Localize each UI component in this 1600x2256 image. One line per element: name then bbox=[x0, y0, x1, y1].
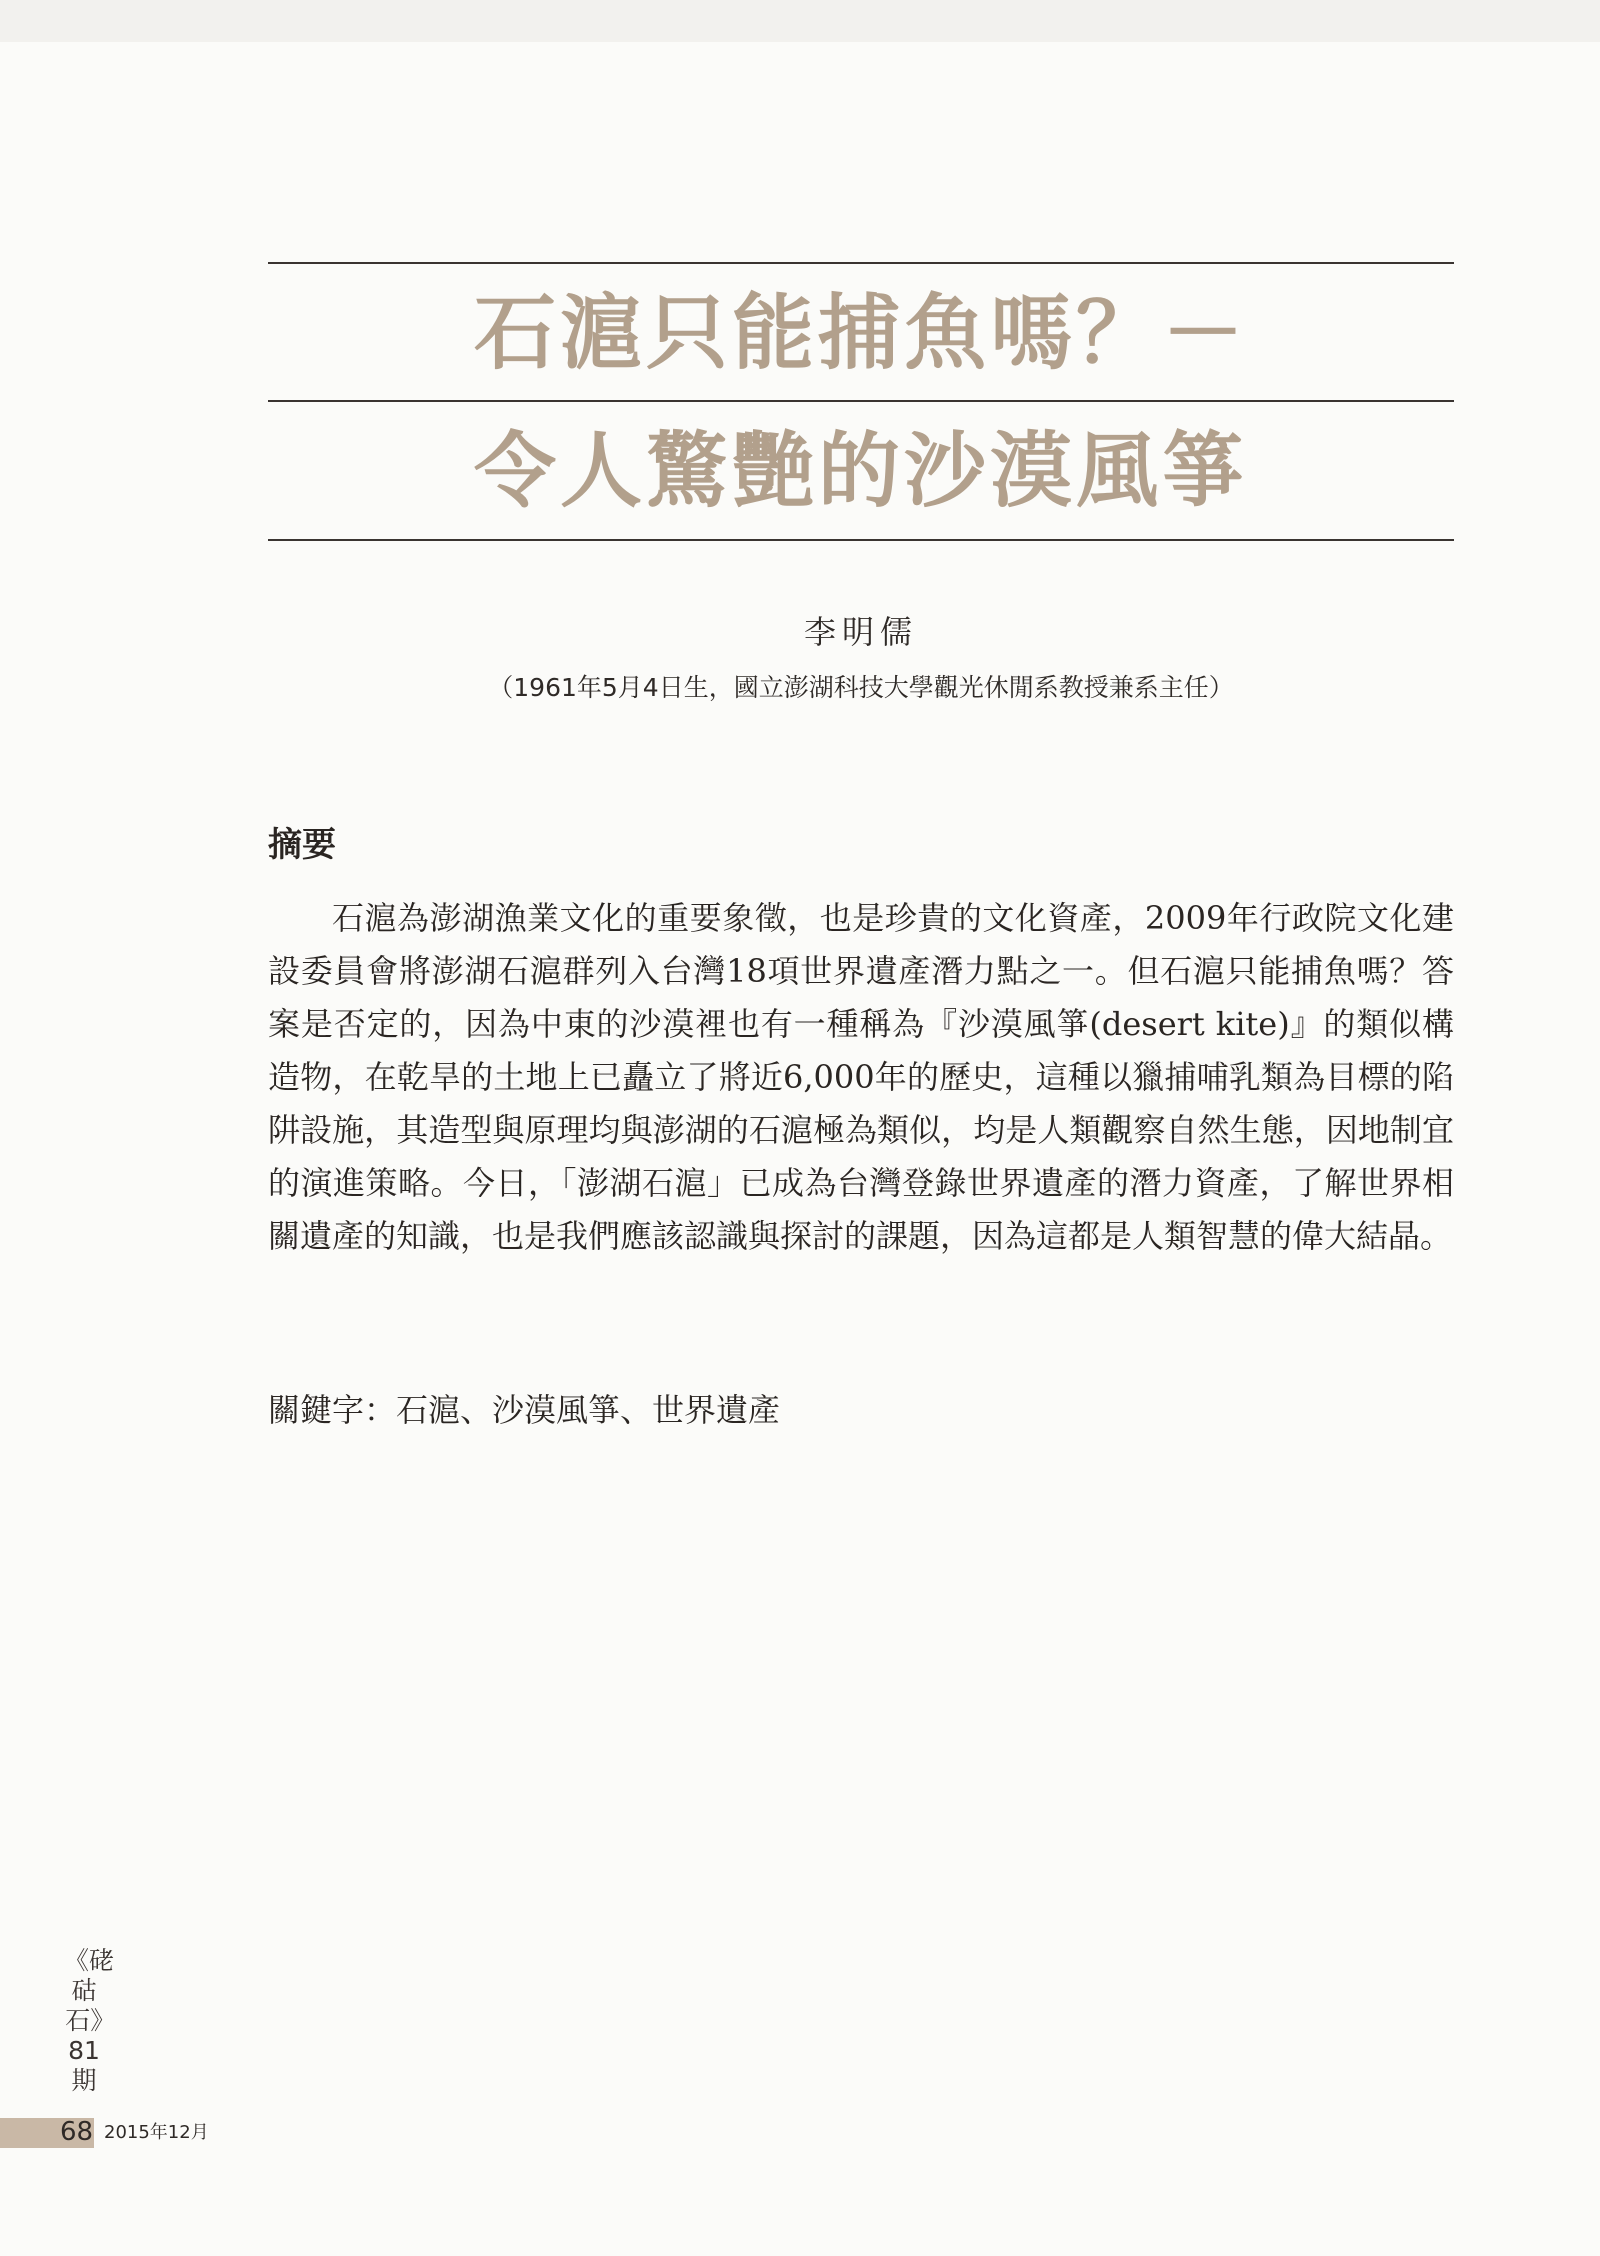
keywords: 關鍵字：石滬、沙漠風箏、世界遺產 bbox=[268, 1391, 781, 1429]
scan-top-band bbox=[0, 0, 1600, 42]
abstract-heading: 摘要 bbox=[268, 825, 336, 865]
journal-issue-label: 《硓𥑮石》81期 bbox=[64, 1946, 115, 2095]
abstract-body: 石滬為澎湖漁業文化的重要象徵，也是珍貴的文化資產，2009年行政院文化建設委員會將澎湖石滬群列入台灣18項世界遺產潛力點之一。但石滬只能捕魚嗎？答案是否定的，因為中東的沙漠裡也有一種稱為『沙漠風箏(desert kite)』的類似構造物，在乾旱的土地上已矗立了將近6,000年的歷史，這種以獵捕哺乳類為目標的陷阱設施，其造型與原理均與澎湖的石滬極為類似，均是人類觀察自然生態，因地制宜的演進策略。今日，「澎湖石滬」已成為台灣登錄世界遺產的潛力資產，了解世界相關遺產的知識，也是我們應該認識與探討的課題，因為這都是人類智慧的偉大結晶。 bbox=[268, 899, 1454, 1255]
title-top-rule bbox=[268, 262, 1454, 264]
article-title-line-2: 令人驚艷的沙漠風箏 bbox=[473, 423, 1248, 519]
article-title-line-1: 石滬只能捕魚嗎？－ bbox=[473, 285, 1248, 381]
title-middle-rule bbox=[268, 400, 1454, 402]
author-name: 李明儒 bbox=[803, 613, 918, 651]
author-affiliation: （1961年5月4日生，國立澎湖科技大學觀光休閒系教授兼系主任） bbox=[488, 673, 1234, 702]
page-number: 68 bbox=[60, 2117, 94, 2147]
title-bottom-rule bbox=[268, 539, 1454, 541]
issue-date: 2015年12月 bbox=[104, 2122, 209, 2143]
